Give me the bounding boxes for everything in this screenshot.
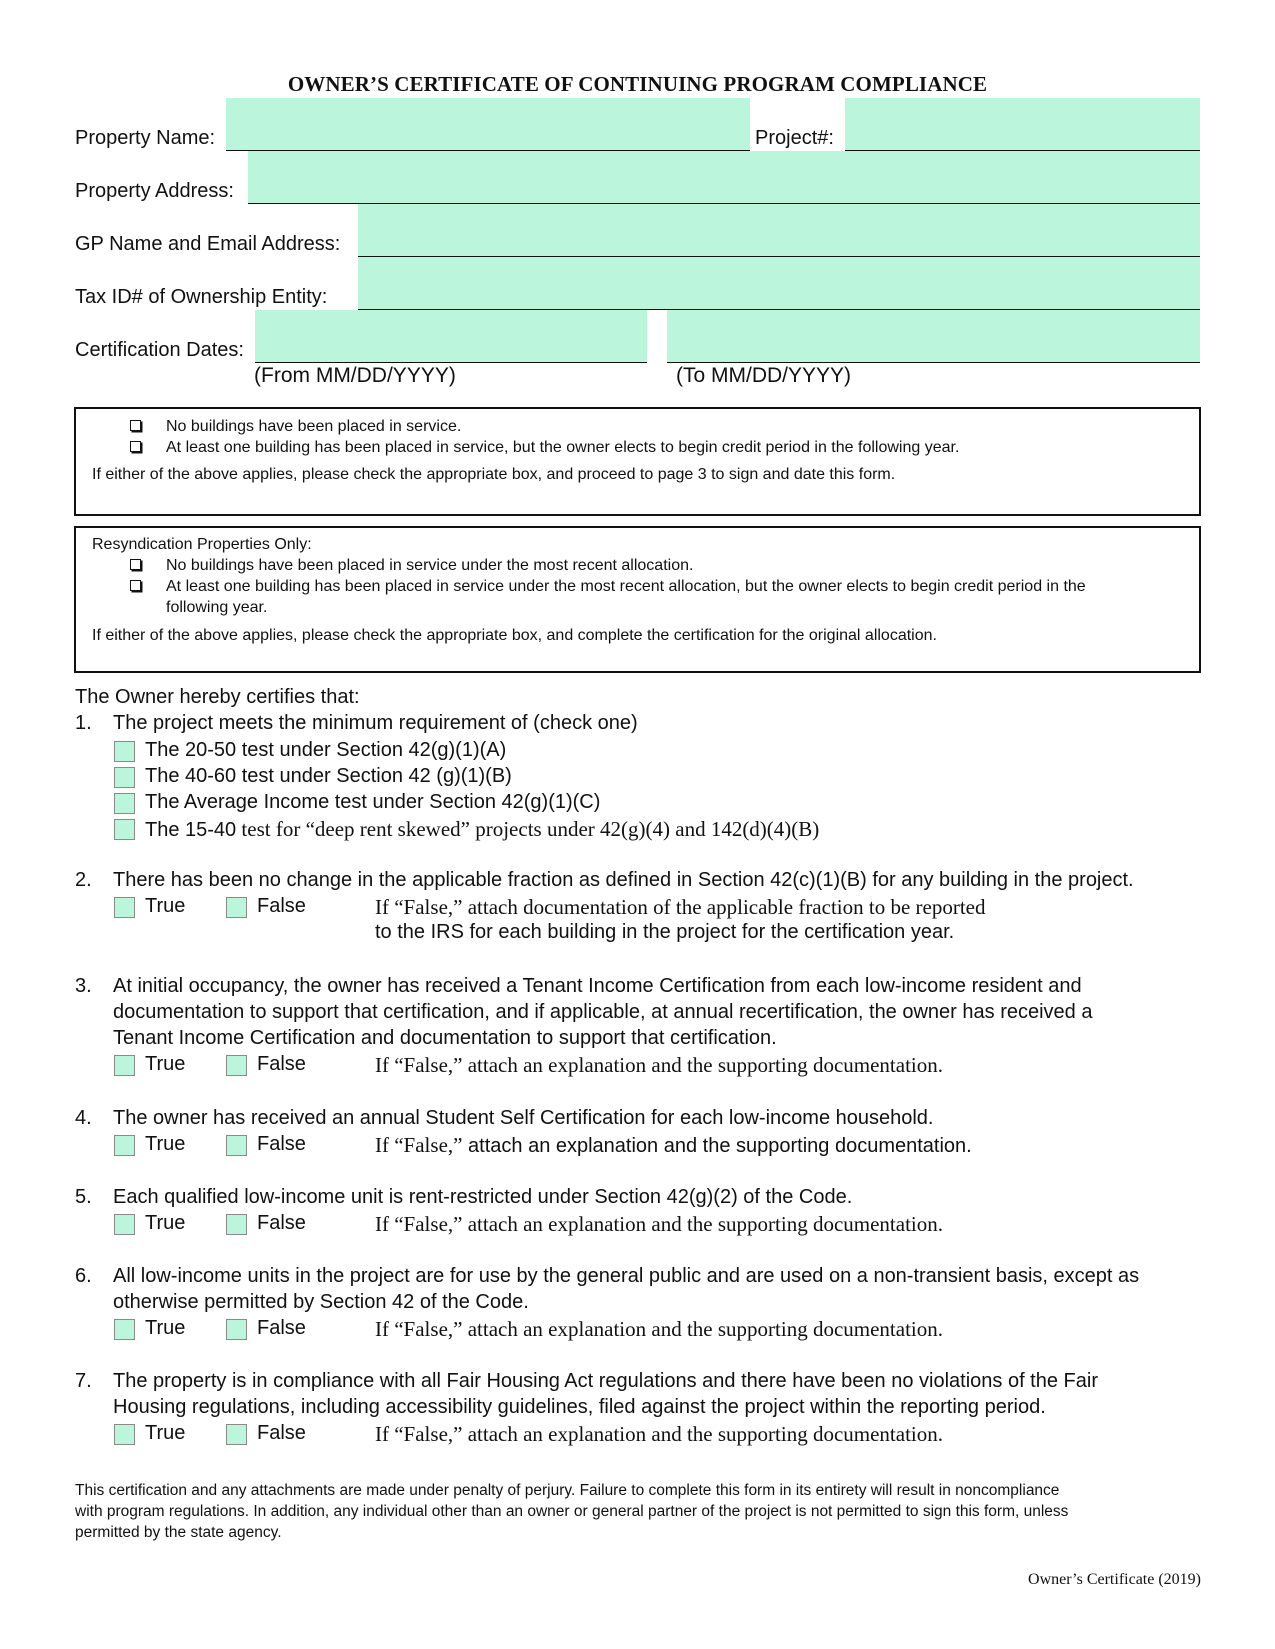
item7-false-label: False (257, 1422, 306, 1444)
gp-name-email-label: GP Name and Email Address: (75, 233, 341, 255)
no-buildings-option: No buildings have been placed in service. (166, 418, 462, 435)
item7-true-label: True (145, 1422, 186, 1444)
item3-text-line2: documentation to support that certification, and if applicable, at annual recertification, the owner has received a (113, 1001, 1093, 1023)
item3-false-label: False (257, 1053, 306, 1075)
item3-true-checkbox[interactable] (114, 1055, 135, 1076)
perjury-statement-line1: This certification and any attachments are made under penalty of perjury. Failure to complete this form in its entirety will result in noncompliance (75, 1482, 1060, 1499)
item3-false-checkbox[interactable] (226, 1055, 247, 1076)
perjury-statement-line3: permitted by the state agency. (75, 1524, 282, 1541)
project-number-field[interactable] (845, 98, 1200, 151)
item2-true-checkbox[interactable] (114, 897, 135, 918)
resyndication-no-buildings-option: No buildings have been placed in service under the most recent allocation. (166, 557, 694, 574)
tax-id-field[interactable] (358, 257, 1200, 310)
item5-false-note: If “False,” attach an explanation and the supporting documentation. (375, 1212, 943, 1236)
test-40-60-label: The 40-60 test under Section 42 (g)(1)(B) (145, 765, 512, 787)
item1-number: 1. (75, 712, 92, 734)
form-title: OWNER’S CERTIFICATE OF CONTINUING PROGRAM COMPLIANCE (287, 72, 988, 96)
item2-false-label: False (257, 895, 306, 917)
item7-true-checkbox[interactable] (114, 1424, 135, 1445)
item5-false-checkbox[interactable] (226, 1214, 247, 1235)
average-income-test-checkbox[interactable] (114, 793, 135, 814)
resyndication-credit-period-checkbox[interactable] (130, 580, 141, 591)
item7-false-note: If “False,” attach an explanation and the supporting documentation. (375, 1422, 943, 1446)
item2-true-label: True (145, 895, 186, 917)
item2-false-note-cont: to the IRS for each building in the project for the certification year. (375, 921, 955, 943)
item7-text-line1: The property is in compliance with all Fair Housing Act regulations and there have been no violations of the Fair (113, 1370, 1098, 1392)
no-buildings-checkbox[interactable] (130, 420, 141, 431)
credit-period-next-year-checkbox[interactable] (130, 441, 141, 452)
test-40-60-checkbox[interactable] (114, 767, 135, 788)
item6-false-note: If “False,” attach an explanation and the supporting documentation. (375, 1317, 943, 1341)
item2-text: There has been no change in the applicable fraction as defined in Section 42(c)(1)(B) for any building in the project. (113, 869, 1134, 891)
resyndication-no-buildings-checkbox[interactable] (130, 559, 141, 570)
item3-text-line3: Tenant Income Certification and documentation to support that certification. (113, 1027, 777, 1049)
item2-number: 2. (75, 869, 92, 891)
property-name-label: Property Name: (75, 127, 216, 149)
perjury-statement-line2: with program regulations. In addition, any individual other than an owner or general partner of the project is not permitted to sign this form, unless (75, 1503, 1069, 1520)
credit-period-next-year-option: At least one building has been placed in service, but the owner elects to begin credit period in the following year. (166, 439, 960, 456)
tax-id-label: Tax ID# of Ownership Entity: (75, 286, 328, 308)
resyndication-heading: Resyndication Properties Only: (92, 536, 312, 553)
perjury-statement (75, 1480, 1205, 1543)
item4-false-label: False (257, 1133, 306, 1155)
item4-text: The owner has received an annual Student Self Certification for each low-income household. (113, 1107, 934, 1129)
from-date-hint: (From MM/DD/YYYY) (254, 364, 456, 387)
item4-false-note: If “False,” attach an explanation and the supporting documentation. (375, 1133, 972, 1157)
resyndication-credit-period-option-cont: following year. (166, 599, 268, 616)
item6-false-checkbox[interactable] (226, 1319, 247, 1340)
box1-instruction: If either of the above applies, please check the appropriate box, and proceed to page 3 to sign and date this form. (92, 466, 896, 483)
item5-text: Each qualified low-income unit is rent-restricted under Section 42(g)(2) of the Code. (113, 1186, 853, 1208)
item4-number: 4. (75, 1107, 92, 1129)
item5-true-label: True (145, 1212, 186, 1234)
box2-instruction: If either of the above applies, please check the appropriate box, and complete the certification for the original allocation. (92, 627, 937, 644)
certifies-heading: The Owner hereby certifies that: (75, 686, 360, 708)
page-footer: Owner’s Certificate (2019) (1028, 1571, 1201, 1588)
item4-false-checkbox[interactable] (226, 1135, 247, 1156)
item3-number: 3. (75, 975, 92, 997)
item7-number: 7. (75, 1370, 92, 1392)
item6-text-line2: otherwise permitted by Section 42 of the Code. (113, 1291, 529, 1313)
resyndication-credit-period-option: At least one building has been placed in service under the most recent allocation, but the owner elects to begin credit period in the (166, 578, 1086, 595)
item6-false-label: False (257, 1317, 306, 1339)
gp-name-email-field[interactable] (358, 204, 1200, 257)
item5-false-label: False (257, 1212, 306, 1234)
item5-number: 5. (75, 1186, 92, 1208)
item1-text: The project meets the minimum requirement of (check one) (113, 712, 638, 734)
test-15-40-label-a: The 15-40 (145, 819, 237, 841)
item6-number: 6. (75, 1265, 92, 1287)
item3-text-line1: At initial occupancy, the owner has received a Tenant Income Certification from each low-income resident and (113, 975, 1082, 997)
property-name-field[interactable] (226, 98, 750, 151)
project-number-label: Project#: (755, 127, 834, 149)
item6-text-line1: All low-income units in the project are for use by the general public and are used on a non-transient basis, except as (113, 1265, 1140, 1287)
item6-true-label: True (145, 1317, 186, 1339)
certification-dates-label: Certification Dates: (75, 339, 244, 361)
test-15-40-label (145, 817, 819, 842)
test-15-40-label-b: test for “deep rent skewed” projects under 42(g)(4) and 142(d)(4)(B) (236, 817, 820, 841)
certification-to-date-field[interactable] (667, 310, 1200, 363)
item3-false-note: If “False,” attach an explanation and the supporting documentation. (375, 1053, 943, 1077)
item4-true-checkbox[interactable] (114, 1135, 135, 1156)
item7-text-line2: Housing regulations, including accessibility guidelines, filed against the project within the reporting period. (113, 1396, 1046, 1418)
item5-true-checkbox[interactable] (114, 1214, 135, 1235)
item7-false-checkbox[interactable] (226, 1424, 247, 1445)
test-20-50-checkbox[interactable] (114, 741, 135, 762)
test-20-50-label: The 20-50 test under Section 42(g)(1)(A) (145, 739, 507, 761)
average-income-test-label: The Average Income test under Section 42(g)(1)(C) (145, 791, 601, 813)
property-address-label: Property Address: (75, 180, 234, 202)
test-15-40-checkbox[interactable] (114, 819, 135, 840)
item3-true-label: True (145, 1053, 186, 1075)
item4-true-label: True (145, 1133, 186, 1155)
to-date-hint: (To MM/DD/YYYY) (676, 364, 852, 387)
item6-true-checkbox[interactable] (114, 1319, 135, 1340)
item2-false-note: If “False,” attach documentation of the applicable fraction to be reported (375, 895, 986, 919)
property-address-field[interactable] (248, 151, 1200, 204)
certification-from-date-field[interactable] (255, 310, 647, 363)
item2-false-checkbox[interactable] (226, 897, 247, 918)
